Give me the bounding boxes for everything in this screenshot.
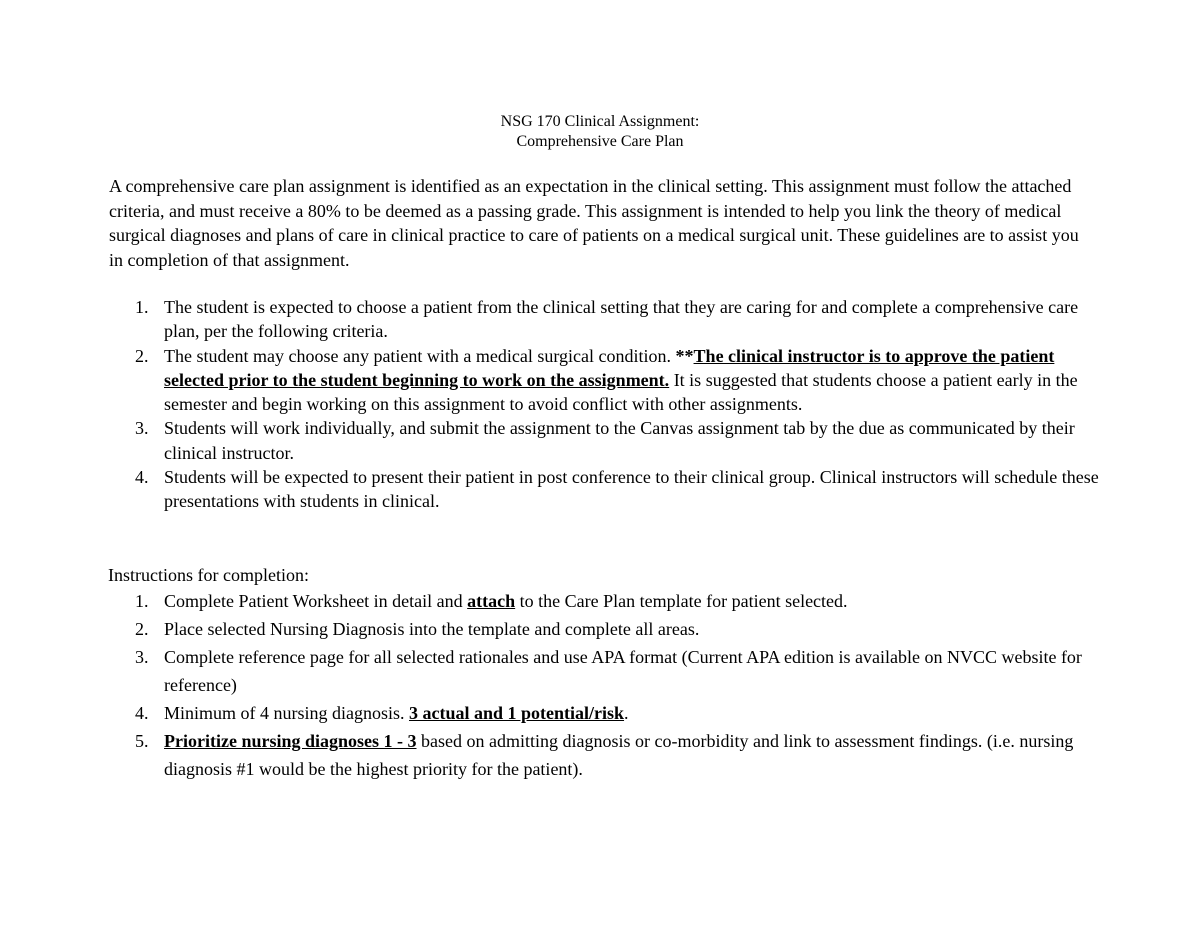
instruction-text: Minimum of 4 nursing diagnosis. (164, 703, 410, 723)
instruction-item-5 (109, 727, 1099, 783)
list-number: 2. (135, 345, 149, 366)
list-number: 1. (135, 591, 149, 611)
criteria-text-continued: It is suggested that students choose a patient early in the semester and begin working on this assignment to avoid conflict with other assignments. (164, 369, 1078, 415)
document-title-line2: Comprehensive Care Plan (516, 133, 684, 150)
instructor-approval-emphasis: The clinical instructor is to approve the patient selected prior to the student beginning to work on the assignment. (164, 345, 1055, 390)
list-number: 4. (135, 467, 149, 488)
instruction-text: Complete Patient Worksheet in detail and (164, 591, 468, 611)
instruction-item-3 (109, 643, 1099, 699)
criteria-text: Students will be expected to present their patient in post conference to their clinical group. Clinical instructors will schedule these presentations with students in clinical. (164, 467, 1099, 512)
list-number: 1. (135, 297, 149, 317)
criteria-item-4 (109, 465, 1099, 514)
list-number: 2. (135, 619, 149, 639)
criteria-item-3 (109, 416, 1099, 465)
emphasis-stars: ** (675, 345, 694, 366)
diagnosis-count-emphasis: 3 actual and 1 potential/risk (409, 703, 625, 723)
list-number: 3. (135, 647, 149, 667)
prioritize-emphasis: Prioritize nursing diagnoses 1 - 3 (164, 731, 417, 751)
criteria-text: The student may choose any patient with a medical surgical condition. (164, 345, 676, 366)
attach-emphasis: attach (467, 591, 516, 611)
instructions-heading: Instructions for completion: (108, 565, 309, 585)
list-number: 4. (135, 703, 149, 723)
instruction-item-4 (109, 699, 1099, 727)
list-number: 3. (135, 418, 149, 439)
criteria-text: The student is expected to choose a patient from the clinical setting that they are caring for and complete a comprehensive care plan, per the following criteria. (164, 297, 1079, 342)
instruction-item-2 (109, 615, 1099, 643)
criteria-item-2 (109, 344, 1099, 417)
instruction-text-continued: to the Care Plan template for patient selected. (515, 591, 848, 611)
instruction-text: Place selected Nursing Diagnosis into the template and complete all areas. (164, 619, 700, 639)
instruction-item-1 (109, 587, 1099, 615)
instruction-text-continued: . (624, 703, 629, 723)
instruction-text-continued: based on admitting diagnosis or co-morbidity and link to assessment findings. (i.e. nursing diagnosis #1 would be the highest priority for the patient). (164, 731, 1074, 779)
criteria-list (109, 295, 1099, 514)
criteria-item-1 (109, 295, 1099, 344)
document-title-line1: NSG 170 Clinical Assignment: (500, 113, 700, 130)
instructions-list (109, 587, 1099, 783)
criteria-text: Students will work individually, and submit the assignment to the Canvas assignment tab by the due as communicated by their clinical instructor. (164, 418, 1075, 463)
list-number: 5. (135, 731, 149, 751)
intro-paragraph: A comprehensive care plan assignment is identified as an expectation in the clinical setting. This assignment must follow the attached criteria, and must receive a 80% to be deemed as a passing grade. This assignment is intended to help you link the theory of medical surgical diagnoses and plans of care in clinical practice to care of patients on a medical surgical unit. These guidelines are to assist you in completion of that assignment. (109, 176, 1079, 270)
instruction-text: Complete reference page for all selected rationales and use APA format (Current APA edition is available on NVCC website for reference) (164, 647, 1082, 695)
